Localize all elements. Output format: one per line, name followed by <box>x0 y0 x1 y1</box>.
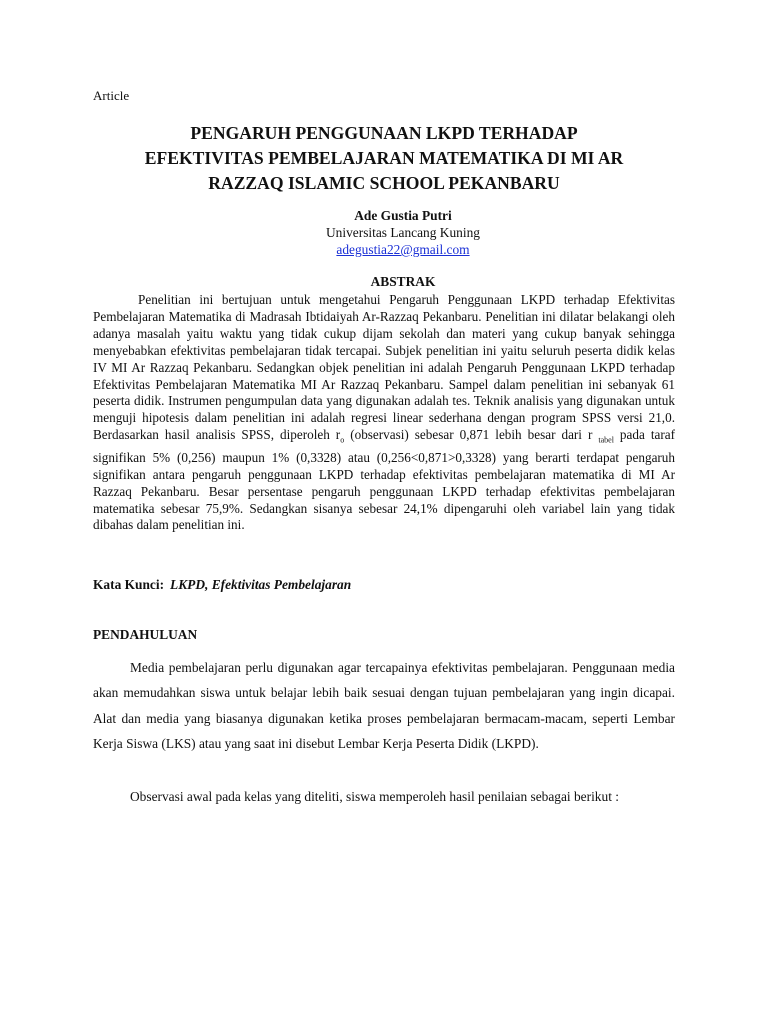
author-name: Ade Gustia Putri <box>354 208 452 223</box>
title-line-1: PENGARUH PENGGUNAAN LKPD TERHADAP <box>190 123 578 143</box>
abstract-text-3: pada taraf signifikan 5% (0,256) maupun 1% (0,3328) atau (0,256<0,871>0,3328) yang berarti terdapat pengaruh signifikan antara pengaruh penggunaan LKPD terhadap efektivitas pembelajaran matematika di MI Ar Razzaq Pekanbaru. Besar persentase pengaruh penggunaan LKPD terhadap efektivitas pembelajaran matematika sebesar 75,9%. Sedangkan sisanya sebesar 24,1% dipengaruhi oleh variabel lain yang tidak dibahas dalam penelitian ini. <box>93 427 675 533</box>
body-paragraph-1: Media pembelajaran perlu digunakan agar tercapainya efektivitas pembelajaran. Penggunaan media akan memudahkan siswa untuk belajar lebih baik sesuai dengan tujuan pembelajaran yang ingin dicapai. Alat dan media yang biasanya digunakan ketika proses pembelajaran bermacam-macam, seperti Lembar Kerja Siswa (LKS) atau yang saat ini disebut Lembar Kerja Peserta Didik (LKPD). <box>93 660 675 751</box>
body-paragraph-2: Observasi awal pada kelas yang diteliti, siswa memperoleh hasil penilaian sebagai berikut : <box>130 789 619 804</box>
abstract-text-1: Penelitian ini bertujuan untuk mengetahui Pengaruh Penggunaan LKPD terhadap Efektivitas Pembelajaran Matematika di Madrasah Ibtidaiyah Ar-Razzaq Pekanbaru. Penelitian ini dilatar belakangi oleh adanya masalah yaitu waktu yang tidak cukup dijam sekolah dan materi yang cukup banyak sehingga menyebabkan efektivitas pembelajaran tidak tercapai. Subjek penelitian ini yaitu seluruh peserta didik kelas IV MI Ar Razzaq Pekanbaru. Sedangkan objek penelitian ini adalah Pengaruh Penggunaan LKPD terhadap Efektivitas Pembelajaran Matematika MI Ar Razzaq Pekanbaru. Sampel dalam penelitian ini sebanyak 61 peserta didik. Instrumen pengumpulan data yang digunakan adalah tes. Teknik analisis yang digunakan untuk menguji hipotesis dalam penelitian ini adalah regresi linear sederhana dengan program SPSS versi 21,0. Berdasarkan hasil analisis SPSS, diperoleh r <box>93 292 675 443</box>
title-line-2: EFEKTIVITAS PEMBELAJARAN MATEMATIKA DI MI AR <box>144 148 624 168</box>
subscript-o: o <box>340 435 345 445</box>
keywords-label: Kata Kunci: <box>93 577 165 592</box>
author-block <box>93 207 713 258</box>
section-heading: PENDAHULUAN <box>93 627 198 642</box>
keywords-value: LKPD, Efektivitas Pembelajaran <box>170 577 352 592</box>
title-line-3: RAZZAQ ISLAMIC SCHOOL PEKANBARU <box>208 173 560 193</box>
paper-title <box>93 121 675 196</box>
author-email-link[interactable]: adegustia22@gmail.com <box>336 242 470 257</box>
article-label: Article <box>93 88 130 103</box>
keywords <box>93 577 351 593</box>
subscript-tabel: tabel <box>598 435 614 445</box>
abstract-heading: ABSTRAK <box>370 274 436 289</box>
abstract-body <box>93 292 675 534</box>
author-affiliation: Universitas Lancang Kuning <box>326 225 480 240</box>
abstract-text-2: (observasi) sebesar 0,871 lebih besar dari r <box>344 427 599 443</box>
